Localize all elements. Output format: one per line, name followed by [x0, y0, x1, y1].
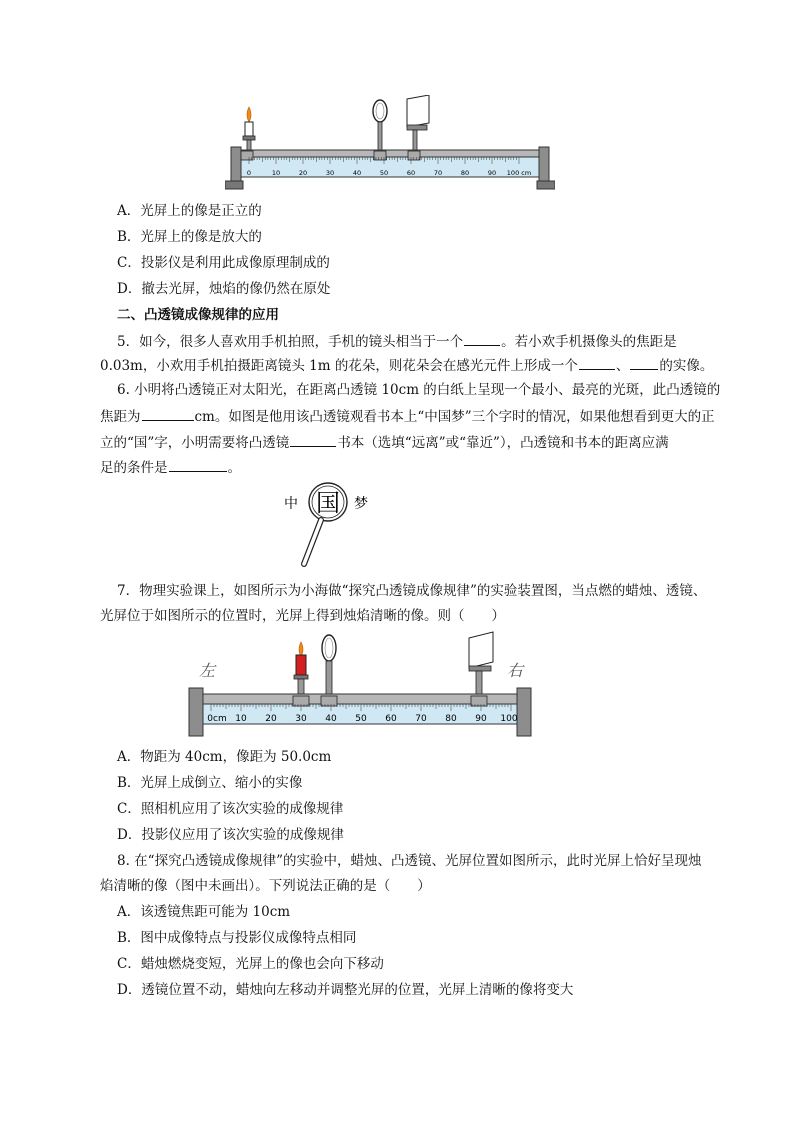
q5-sep: 、	[615, 358, 630, 374]
section-title: 二、凸透镜成像规律的应用	[117, 307, 279, 323]
tick-label: 80	[460, 169, 470, 177]
q6-text-b: cm。如图是他用该凸透镜观看书本上“中国梦”三个字时的情况，如果他想看到更大的正	[194, 409, 715, 425]
q4-option-b: B．光屏上的像是放大的	[117, 229, 262, 245]
tick-label: 10	[271, 169, 281, 177]
q7-line-1: 7．物理实验课上，如图所示为小海做“探究凸透镜成像规律”的实验装置图，当点燃的蜡烛、透镜、	[117, 583, 707, 599]
tick-label: 60	[406, 169, 416, 177]
tick-label: 100	[500, 714, 518, 724]
optical-bench-figure-1	[225, 95, 555, 195]
candle-icon	[243, 107, 255, 154]
tick-label: 50	[379, 169, 389, 177]
q6-text-f: 。	[227, 460, 241, 476]
q5-text-1: 5．如今，很多人喜欢用手机拍照，手机的镜头相当于一个	[117, 334, 464, 350]
q7-option-b: B．光屏上成倒立、缩小的实像	[117, 775, 303, 791]
tick-label: 20	[265, 714, 277, 724]
q6-line-2	[100, 407, 715, 426]
tick-label: 40	[352, 169, 362, 177]
screen-icon	[469, 632, 493, 699]
screen-icon	[407, 95, 429, 154]
q4-option-a: A．光屏上的像是正立的	[117, 203, 262, 219]
q4-option-d: D．撤去光屏，烛焰的像仍然在原处	[117, 281, 331, 297]
lens-icon	[322, 635, 336, 699]
char-right: 梦	[354, 496, 368, 512]
q7-option-c: C．照相机应用了该次实验的成像规律	[117, 801, 344, 817]
tick-label: 20	[298, 169, 308, 177]
tick-label: 100 cm	[506, 169, 532, 177]
q8-option-b: B．图中成像特点与投影仪成像特点相同	[117, 930, 357, 946]
tick-label: 10	[235, 714, 247, 724]
candle-icon	[294, 642, 308, 699]
tick-label: 60	[385, 714, 397, 724]
q5-line-1	[117, 332, 677, 351]
q7-option-a: A．物距为 40cm，像距为 50.0cm	[117, 749, 332, 765]
label-left: 左	[199, 661, 216, 680]
q8-line-2: 焰清晰的像（图中未画出）。下列说法正确的是（ ）	[100, 878, 431, 894]
tick-label: 40	[325, 714, 337, 724]
answer-blank[interactable]	[290, 433, 336, 447]
tick-label: 70	[433, 169, 443, 177]
answer-blank[interactable]	[169, 458, 227, 472]
answer-blank[interactable]	[464, 332, 500, 346]
q8-option-a: A．该透镜焦距可能为 10cm	[117, 904, 291, 920]
q7-line-2: 光屏位于如图所示的位置时，光屏上得到烛焰清晰的像。则（ ）	[100, 608, 505, 624]
tick-label: 0	[246, 169, 252, 177]
char-center-magnified: 国	[316, 489, 340, 517]
q6-line-3	[100, 433, 669, 452]
q5-text-3: 0.03m，小欢用手机拍摄距离镜头 1m 的花朵，则花朵会在感光元件上形成一个	[100, 358, 578, 374]
label-right: 右	[507, 661, 524, 680]
lens-icon	[373, 100, 387, 154]
tick-label: 90	[487, 169, 497, 177]
tick-label: 70	[415, 714, 427, 724]
answer-blank[interactable]	[142, 407, 194, 421]
q6-line-1: 6. 小明将凸透镜正对太阳光，在距离凸透镜 10cm 的白纸上呈现一个最小、最亮的光斑，此凸透镜的	[117, 382, 721, 398]
q8-option-d: D．透镜位置不动，蜡烛向左移动并调整光屏的位置，光屏上清晰的像将变大	[117, 982, 574, 998]
q6-text-c: 立的“国”字，小明需要将凸透镜	[100, 435, 290, 451]
tick-label: 50	[355, 714, 367, 724]
q6-text-a: 焦距为	[100, 409, 141, 425]
q4-option-c: C．投影仪是利用此成像原理制成的	[117, 255, 330, 271]
tick-label: 30	[325, 169, 335, 177]
q5-text-4: 的实像。	[659, 358, 714, 374]
q6-text-d: 书本（选填“远离”或“靠近”），凸透镜和书本的距离应满	[337, 435, 669, 451]
tick-label: 90	[475, 714, 487, 724]
tick-label: 30	[295, 714, 307, 724]
answer-blank[interactable]	[579, 356, 615, 370]
q5-text-2: 。若小欢手机摄像头的焦距是	[501, 334, 677, 350]
optical-bench-figure-2	[185, 630, 535, 740]
q5-line-2	[100, 356, 713, 375]
q8-line-1: 8. 在“探究凸透镜成像规律”的实验中，蜡烛、凸透镜、光屏位置如图所示，此时光屏上恰好呈现烛	[117, 853, 702, 869]
tick-label: 80	[445, 714, 457, 724]
char-left: 中	[284, 496, 298, 512]
tick-label: 0cm	[207, 714, 227, 724]
magnifier-figure	[280, 478, 380, 568]
answer-blank[interactable]	[630, 356, 658, 370]
q6-line-4	[100, 458, 241, 477]
q6-text-e: 足的条件是	[100, 460, 168, 476]
q7-option-d: D．投影仪应用了该次实验的成像规律	[117, 827, 344, 843]
q8-option-c: C．蜡烛燃烧变短，光屏上的像也会向下移动	[117, 956, 384, 972]
